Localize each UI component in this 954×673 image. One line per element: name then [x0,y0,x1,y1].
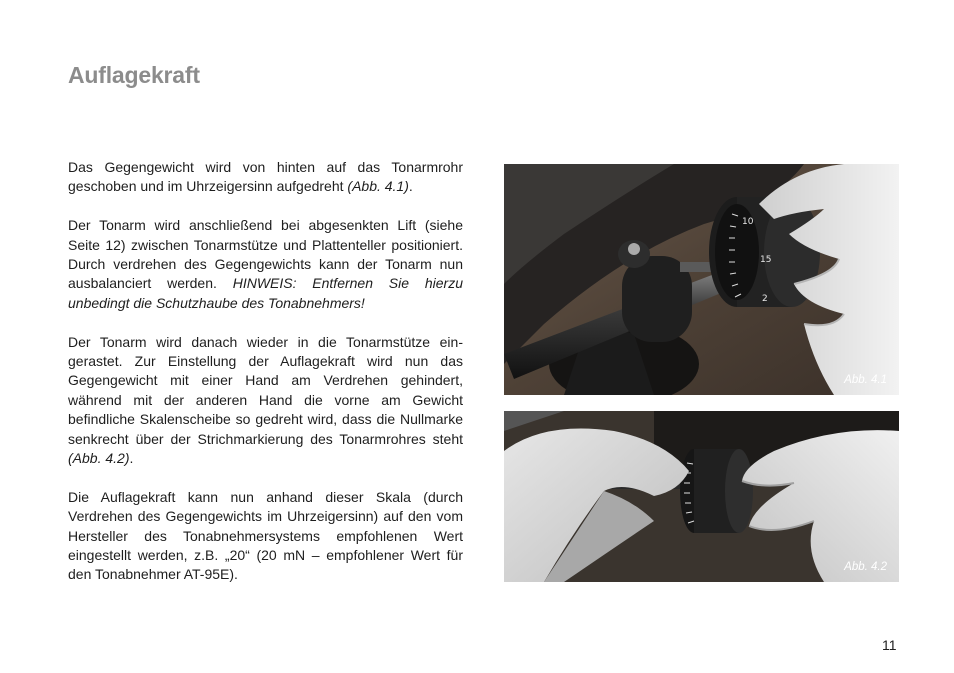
dial-label-10: 10 [742,217,754,227]
page-number: 11 [882,637,897,653]
figure-caption-4-1: Abb. 4.1 [844,374,887,386]
dial-label-15: 15 [760,255,772,265]
page-title: Auflagekraft [68,62,200,88]
paragraph-3: Der Tonarm wird danach wieder in die Tonarmstütze eingerastet. Zur Einstellung der Auflagekraft wird nun das Gegengewicht mit einer Hand am Verdrehen gehindert, während mit der anderen Hand die vorne am Gewicht befindliche Skalenscheibe so gedreht wird, dass die Nullmarke senkrecht über der Strichmarkierung des Tonarmrohres steht (Abb. 4.2). [68,333,463,467]
paragraph-1: Das Gegengewicht wird von hinten auf das Tonarmrohr geschoben und im Uhrzeigersinn aufgedreht (Abb. 4.1). [68,159,463,195]
photo-dial-adjustment [504,411,899,582]
paragraph-2: Der Tonarm wird anschließend bei abgesenkten Lift (siehe Seite 12) zwischen Tonarmstütze und Plattenteller positioniert. Durch verdrehen des Gegengewichts kann der Tonarm nun ausbalanciert werden. HINWEIS: Entfernen Sie hierzu unbedingt die Schutzhaube des Tonabnehmers! [68,217,463,311]
photo-counterweight-mounting [504,164,899,395]
dial-label-2: 2 [762,294,768,304]
figure-4-2 [504,411,899,582]
body-text [68,158,463,604]
figure-caption-4-2: Abb. 4.2 [844,561,887,573]
paragraph-4: Die Auflagekraft kann nun anhand dieser Skala (durch Verdrehen des Gegengewichts im Uhrzeigersinn) auf den vom Hersteller des Tonabnehmersystems empfohlenen Wert eingestellt werden, z.B. „20“ (20 mN – empfohlener Wert für den Tonabnehmer AT-95E). [68,488,463,583]
figure-4-1 [504,164,899,395]
